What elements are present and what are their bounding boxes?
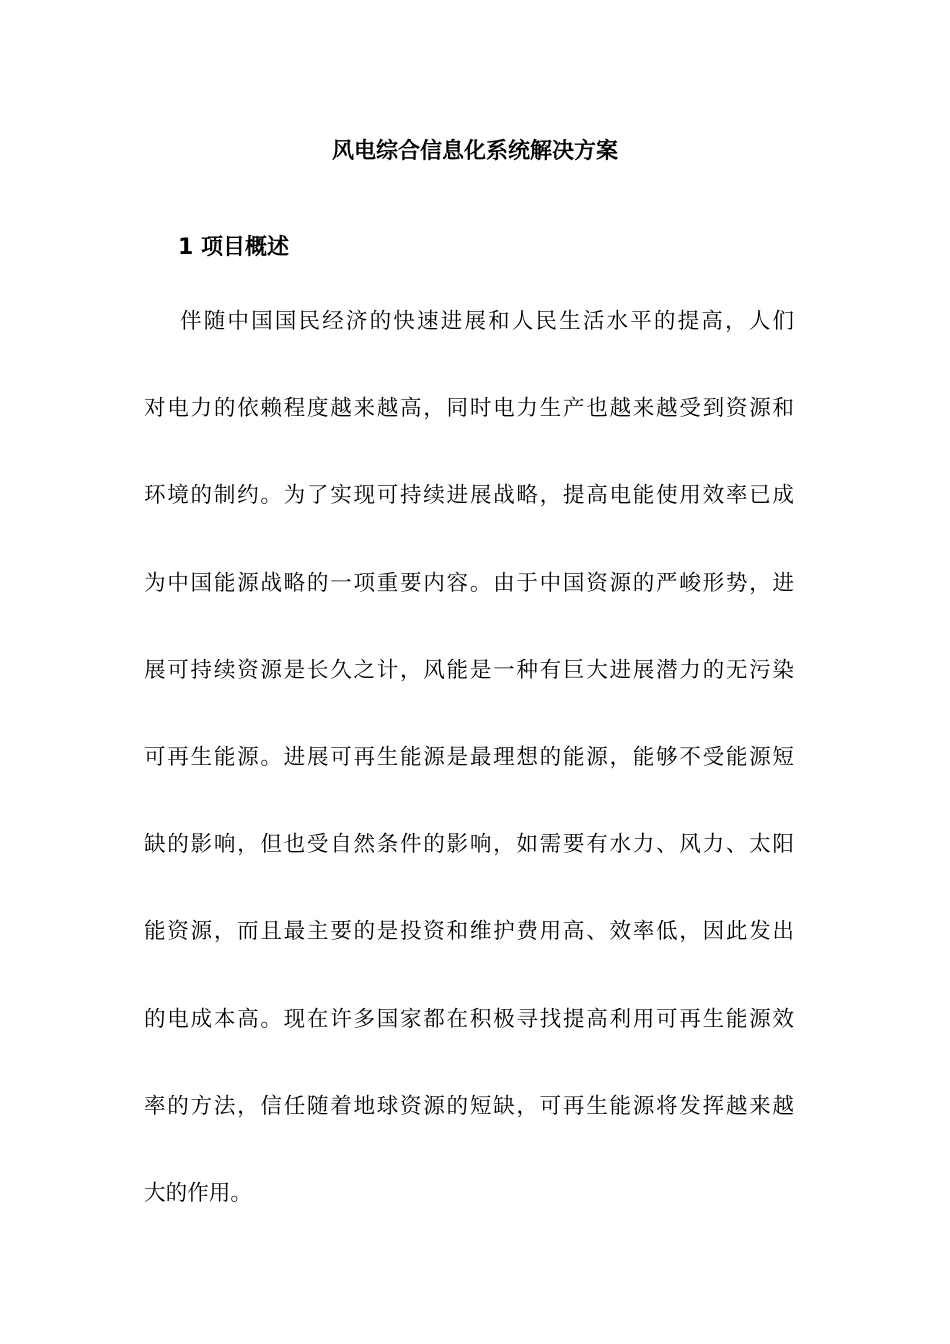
section-heading: 1 项目概述 bbox=[178, 235, 289, 260]
paragraph-line: 大的作用。 bbox=[144, 1180, 252, 1206]
paragraph-line: 展可持续资源是长久之计，风能是一种有巨大进展潜力的无污染 bbox=[144, 657, 794, 683]
paragraph-line: 缺的影响，但也受自然条件的影响，如需要有水力、风力、太阳 bbox=[144, 832, 794, 858]
paragraph-line: 伴随中国国民经济的快速进展和人民生活水平的提高，人们 bbox=[180, 309, 794, 334]
paragraph-line: 为中国能源战略的一项重要内容。由于中国资源的严峻形势，进 bbox=[144, 570, 794, 596]
paragraph-line: 能资源，而且最主要的是投资和维护费用高、效率低，因此发出 bbox=[144, 919, 794, 945]
paragraph-line: 环境的制约。为了实现可持续进展战略，提高电能使用效率已成 bbox=[144, 483, 794, 509]
paragraph-line: 对电力的依赖程度越来越高，同时电力生产也越来越受到资源和 bbox=[144, 396, 794, 422]
paragraph-line: 率的方法，信任随着地球资源的短缺，可再生能源将发挥越来越 bbox=[144, 1093, 794, 1119]
document-title: 风电综合信息化系统解决方案 bbox=[331, 139, 618, 164]
paragraph-line: 的电成本高。现在许多国家都在积极寻找提高利用可再生能源效 bbox=[144, 1006, 794, 1032]
body-paragraph bbox=[144, 304, 794, 1263]
paragraph-line: 可再生能源。进展可再生能源是最理想的能源，能够不受能源短 bbox=[144, 744, 794, 770]
